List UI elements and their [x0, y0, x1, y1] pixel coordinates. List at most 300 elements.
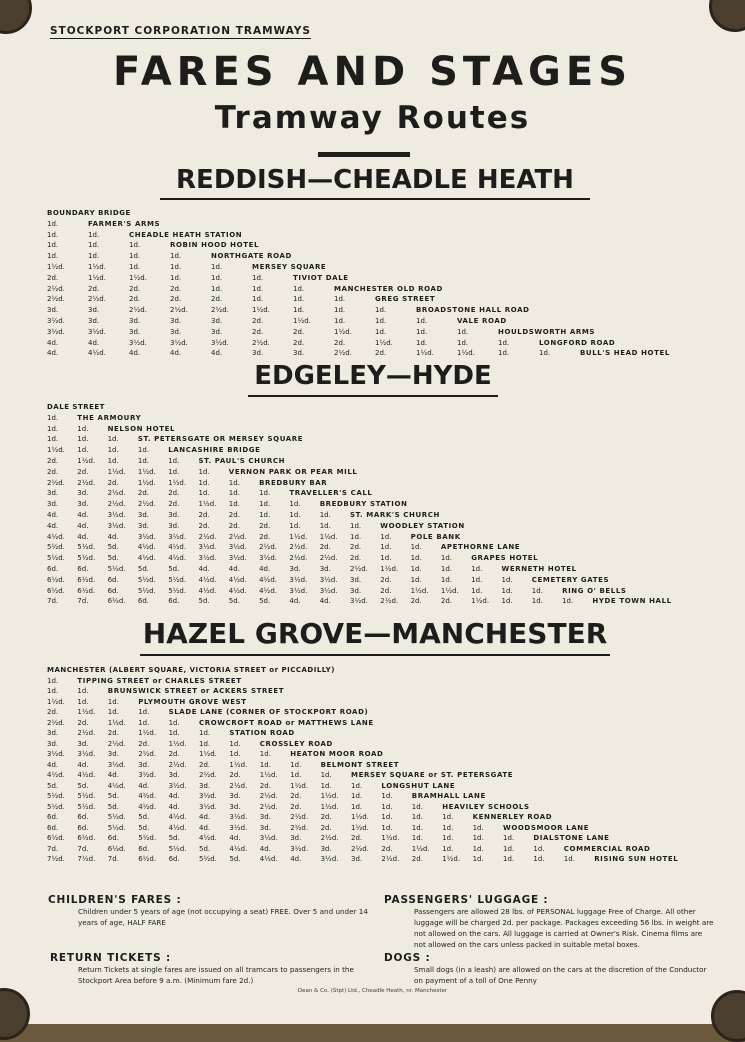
printer-imprint: Dean & Co. (Stpt) Ltd., Cheadle Heath, nr. Manchester — [297, 988, 448, 994]
fare-cell: 3d. — [199, 781, 211, 790]
fare-cell: 3d. — [129, 327, 141, 336]
fare-cell: 1d. — [442, 834, 454, 842]
fare-cell: 1d. — [562, 597, 574, 606]
fare-cell: 2d. — [107, 478, 119, 487]
poster-title: FARES AND STAGES — [112, 49, 633, 95]
fare-cell: 4d. — [199, 813, 211, 821]
fare-cell: 1½d. — [47, 263, 65, 271]
fare-cell: 1½d. — [259, 771, 278, 779]
fare-cell: 5d. — [138, 823, 150, 832]
fare-cell: 1½d. — [168, 478, 187, 487]
fare-cell: 5d. — [199, 844, 211, 853]
fare-cell: 3d. — [319, 565, 331, 573]
fare-cell: 2½d. — [228, 532, 247, 541]
stage-name: BREDBURY BAR — [259, 478, 328, 487]
fare-cell: 2d. — [138, 739, 150, 748]
stage-name: GREG STREET — [375, 295, 436, 304]
fare-cell: 2½d. — [259, 543, 278, 552]
fare-cell: 1d. — [77, 687, 89, 695]
fare-cell: 1d. — [503, 844, 515, 853]
fare-cell: 1½d. — [457, 349, 475, 358]
fare-cell: 2½d. — [47, 478, 65, 487]
fare-cell: 1d. — [199, 729, 211, 737]
fare-cell: 1d. — [503, 855, 515, 863]
fare-cell: 2d. — [320, 813, 332, 821]
fare-cell: 1d. — [533, 855, 545, 863]
fare-cell: 3½d. — [229, 813, 248, 821]
stage-name: NORTHGATE ROAD — [211, 252, 292, 261]
fare-cell: 6½d. — [77, 586, 96, 595]
fare-cell: 2d. — [228, 511, 240, 519]
fare-cell: 1d. — [77, 697, 89, 706]
fare-cell: 6d. — [107, 575, 119, 584]
fare-cell: 1½d. — [88, 273, 106, 282]
fare-cell: 6½d. — [77, 834, 96, 842]
fare-cell: 2d. — [290, 802, 302, 811]
stage-name: POLE BANK — [410, 532, 461, 541]
fare-cell: 5d. — [259, 597, 271, 606]
fare-cell: 2½d. — [289, 543, 308, 552]
stage-name: LONGFORD ROAD — [539, 338, 616, 347]
fare-cell: 4½d. — [168, 554, 187, 563]
fare-cell: 5½d. — [77, 543, 96, 552]
stage-name: THE ARMOURY — [77, 413, 142, 422]
stage-name: FARMER'S ARMS — [88, 219, 161, 228]
childrens-fares-heading: CHILDREN'S FARES : — [48, 894, 182, 906]
fare-cell: 1d. — [211, 263, 223, 271]
fare-cell: 3d. — [47, 306, 59, 315]
fare-cell: 2d. — [375, 349, 387, 358]
fare-cell: 2½d. — [77, 478, 96, 487]
stage-name: MANCHESTER (ALBERT SQUARE, VICTORIA STREET or PICCADILLY) — [47, 666, 335, 674]
fare-cell: 3½d. — [137, 532, 156, 541]
childrens-fares-text: Children under 5 years of age (not occupying a seat) FREE. Over 5 and under 14 years of age, HALF FARE — [78, 907, 368, 927]
fare-cell: 3½d. — [319, 586, 338, 595]
fare-cell: 4½d. — [168, 543, 187, 552]
fare-cell: 1d. — [501, 586, 513, 595]
fare-cell: 5d. — [198, 597, 210, 606]
fare-cell: 4½d. — [168, 823, 187, 832]
fare-cell: 4½d. — [107, 781, 126, 790]
mounting-clip — [711, 990, 745, 1042]
fare-cell: 6d. — [107, 586, 119, 595]
fare-cell: 3d. — [350, 575, 362, 584]
fare-cell: 3½d. — [168, 532, 187, 541]
stage-name: MERSEY SQUARE — [252, 263, 327, 271]
fare-cell: 2d. — [290, 792, 302, 800]
fare-cell: 4d. — [198, 565, 210, 573]
fare-cell: 4½d. — [77, 771, 96, 779]
fare-cell: 4½d. — [199, 834, 217, 842]
fare-cell: 1d. — [168, 467, 180, 476]
fare-cell: 1d. — [442, 844, 454, 853]
stage-name: GRAPES HOTEL — [471, 554, 539, 563]
fare-cell: 1d. — [198, 489, 210, 498]
fare-cell: 4½d. — [137, 543, 156, 552]
fare-cell: 2d. — [88, 284, 100, 293]
fare-cell: 2½d. — [137, 500, 156, 509]
fare-cell: 3d. — [77, 500, 89, 509]
fare-cell: 2d. — [198, 521, 210, 530]
fare-cell: 1d. — [252, 295, 264, 304]
fare-cell: 3d. — [88, 306, 100, 315]
fare-cell: 5d. — [228, 597, 240, 606]
fare-cell: 3d. — [137, 511, 150, 519]
fare-cell: 1d. — [498, 349, 510, 358]
fare-cell: 5½d. — [168, 575, 187, 584]
fare-cell: 1d. — [88, 230, 100, 239]
fare-cell: 2d. — [170, 284, 182, 293]
fare-cell: 4½d. — [228, 575, 247, 584]
fare-cell: 1d. — [440, 565, 453, 573]
organisation-name: STOCKPORT CORPORATION TRAMWAYS — [50, 25, 311, 37]
fare-cell: 2d. — [380, 575, 392, 584]
fare-cell: 4d. — [259, 844, 271, 853]
fare-cell: 3½d. — [47, 327, 65, 336]
fare-cell: 1d. — [168, 729, 180, 737]
fare-cell: 3d. — [129, 317, 141, 325]
fare-cell: 3d. — [77, 739, 89, 748]
stage-name: COMMERCIAL ROAD — [563, 844, 651, 853]
fare-cell: 5d. — [168, 834, 180, 842]
fare-cell: 1d. — [228, 489, 240, 498]
fare-cell: 1d. — [319, 521, 331, 530]
fare-cell: 3½d. — [259, 554, 278, 563]
stage-name: HEATON MOOR ROAD — [290, 750, 384, 758]
fare-cell: 3d. — [137, 521, 150, 530]
fare-cell: 1d. — [380, 554, 392, 563]
fare-cell: 2½d. — [380, 597, 399, 606]
fare-cell: 1d. — [334, 317, 346, 325]
stage-name: BRAMHALL LANE — [411, 792, 486, 800]
fare-cell: 1d. — [351, 781, 363, 790]
fare-cell: 7d. — [47, 597, 59, 606]
fare-cell: 3½d. — [289, 575, 308, 584]
return-tickets-text: Return Tickets at single fares are issued on all tramcars to passengers in the Stockport Area before 9 a.m. (Minimum fare 2d.) — [78, 965, 354, 985]
fare-cell: 3d. — [320, 844, 332, 853]
fare-cell: 1d. — [471, 565, 483, 573]
stage-name: DIALSTONE LANE — [533, 834, 610, 842]
fare-cell: 7d. — [107, 855, 119, 863]
fare-cell: 5½d. — [47, 802, 65, 811]
fare-cell: 2½d. — [88, 295, 106, 304]
fare-cell: 6d. — [47, 813, 59, 821]
fare-cell: 3½d. — [170, 338, 188, 347]
fare-cell: 1d. — [440, 575, 453, 584]
fare-cell: 3½d. — [107, 760, 126, 769]
fare-cell: 5½d. — [199, 855, 217, 863]
fare-cell: 2½d. — [350, 565, 368, 573]
fare-cell: 1d. — [375, 306, 387, 315]
fare-cell: 5½d. — [168, 586, 187, 595]
fare-cell: 6½d. — [47, 586, 65, 595]
fare-cell: 1d. — [334, 306, 346, 315]
fare-cell: 1d. — [381, 802, 393, 811]
fare-cell: 1d. — [170, 273, 182, 282]
fare-cell: 1d. — [228, 478, 240, 487]
fare-cell: 2d. — [380, 586, 392, 595]
stage-name: BELMONT STREET — [320, 760, 400, 769]
fare-cell: 1½d. — [351, 813, 369, 821]
fare-cell: 1d. — [47, 687, 59, 695]
fare-cell: 2½d. — [319, 554, 338, 563]
stage-name: PLYMOUTH GROVE WEST — [138, 697, 247, 706]
fare-cell: 6½d. — [107, 597, 126, 606]
fare-cell: 4d. — [77, 521, 89, 530]
fare-cell: 2½d. — [47, 718, 65, 727]
fare-cell: 3d. — [107, 750, 119, 758]
fare-cell: 6d. — [77, 813, 89, 821]
fare-cell: 1d. — [539, 349, 551, 358]
dogs-text: Small dogs (in a leash) are allowed on the cars at the discretion of the Conductor on payment of a toll of One Penny — [414, 965, 707, 985]
fare-cell: 6½d. — [77, 575, 96, 584]
fare-cell: 4½d. — [47, 771, 65, 779]
fare-cell: 1½d. — [320, 792, 339, 800]
stage-name: DALE STREET — [47, 403, 105, 411]
fare-cell: 5½d. — [138, 834, 157, 842]
fare-cell: 2½d. — [129, 306, 147, 315]
fare-cell: 3d. — [259, 813, 271, 821]
fare-cell: 2½d. — [290, 823, 309, 832]
fare-cell: 3½d. — [229, 823, 248, 832]
fare-cell: 1d. — [198, 478, 210, 487]
fare-cell: 4d. — [290, 855, 302, 863]
fare-cell: 3½d. — [47, 317, 65, 325]
fare-cell: 2½d. — [252, 338, 270, 347]
fare-cell: 6d. — [77, 565, 89, 573]
fare-cell: 2½d. — [168, 760, 187, 769]
fare-cell: 4d. — [47, 511, 59, 519]
fare-cell: 1d. — [88, 252, 100, 261]
fare-cell: 1d. — [138, 708, 150, 716]
stage-name: BREDBURY STATION — [319, 500, 408, 509]
fare-cell: 4d. — [77, 511, 89, 519]
stage-name: RING O' BELLS — [562, 586, 627, 595]
passengers-luggage-text: Passengers are allowed 28 lbs. of PERSONAL luggage Free of Charge. All other luggage will be charged 2d. per package. Packages exceeding 56 lbs. in weight are not allowed on the cars. All luggage is carried at Owner's Risk. Cinema films are not allowed on the cars unless packed in suitable metal boxes. — [414, 907, 714, 949]
fare-cell: 1d. — [442, 813, 454, 821]
stage-name: HEAVILEY SCHOOLS — [442, 802, 530, 811]
fare-cell: 6d. — [47, 823, 59, 832]
fare-cell: 2½d. — [381, 855, 400, 863]
fare-cell: 3½d. — [350, 597, 368, 606]
fare-cell: 4d. — [47, 760, 59, 769]
fare-cell: 1½d. — [88, 263, 106, 271]
fare-cell: 1d. — [531, 597, 543, 606]
fare-cell: 6d. — [107, 834, 119, 842]
fare-cell: 3d. — [47, 729, 59, 737]
fare-cell: 2d. — [351, 834, 363, 842]
fare-cell: 1d. — [411, 823, 423, 832]
fare-cell: 1d. — [228, 500, 240, 509]
fare-cell: 1½d. — [137, 467, 156, 476]
fare-cell: 1d. — [410, 565, 422, 573]
fare-cell: 5d. — [107, 543, 119, 552]
fare-cell: 2d. — [350, 543, 362, 552]
fare-cell: 6d. — [168, 597, 180, 606]
fare-cell: 1d. — [472, 823, 484, 832]
fare-cell: 4d. — [47, 338, 59, 347]
fare-cell: 6½d. — [138, 855, 157, 863]
stage-name: APETHORNE LANE — [440, 543, 521, 552]
return-tickets-heading: RETURN TICKETS : — [50, 952, 171, 964]
fare-cell: 1d. — [259, 511, 271, 519]
fare-cell: 4d. — [129, 349, 141, 358]
fare-cell: 1d. — [77, 435, 89, 444]
fare-cell: 1d. — [380, 532, 392, 541]
fare-cell: 3d. — [77, 489, 89, 498]
fare-cell: 2d. — [77, 467, 89, 476]
fare-cell: 1d. — [47, 676, 59, 685]
fare-cell: 4d. — [107, 532, 119, 541]
fare-cell: 1d. — [168, 718, 180, 727]
fare-cell: 1d. — [320, 781, 332, 790]
fare-cell: 3d. — [289, 565, 301, 573]
stage-name: RISING SUN HOTEL — [594, 855, 679, 863]
fare-cell: 1d. — [457, 338, 469, 347]
fare-cell: 1d. — [411, 802, 423, 811]
fare-cell: 3d. — [252, 349, 264, 358]
fare-cell: 1d. — [259, 760, 271, 769]
fare-cell: 3½d. — [228, 543, 247, 552]
stage-name: ST. PETERSGATE OR MERSEY SQUARE — [137, 435, 304, 444]
fare-cell: 1d. — [252, 284, 264, 293]
fare-cell: 3d. — [229, 792, 241, 800]
fare-cell: 6½d. — [47, 834, 65, 842]
fare-cell: 2½d. — [259, 802, 278, 811]
fare-cell: 2d. — [129, 284, 141, 293]
fare-cell: 4d. — [199, 823, 211, 832]
stage-name: VERNON PARK OR PEAR MILL — [228, 467, 358, 476]
fare-cell: 2d. — [77, 718, 89, 727]
fare-cell: 1d. — [129, 252, 141, 261]
fare-cell: 3d. — [170, 317, 182, 325]
stage-name: ST. MARK'S CHURCH — [350, 511, 440, 519]
stage-name: NELSON HOTEL — [107, 424, 176, 433]
fare-cell: 1d. — [293, 306, 305, 315]
fare-cell: 1d. — [47, 219, 59, 228]
fare-cell: 2d. — [211, 295, 223, 304]
fare-cell: 1½d. — [107, 718, 126, 727]
fare-cell: 1½d. — [320, 802, 339, 811]
fare-cell: 4½d. — [229, 844, 248, 853]
fare-cell: 1d. — [129, 241, 141, 250]
stage-name: VALE ROAD — [457, 317, 507, 325]
fare-cell: 3½d. — [289, 586, 308, 595]
fare-cell: 2d. — [129, 295, 141, 304]
fare-cell: 1d. — [290, 771, 302, 779]
fare-cell: 1d. — [411, 813, 423, 821]
fare-cell: 3½d. — [138, 771, 157, 779]
fare-cell: 4½d. — [137, 554, 156, 563]
stage-name: KENNERLEY ROAD — [472, 813, 553, 821]
fare-cell: 1d. — [416, 327, 428, 336]
fare-cell: 3d. — [211, 327, 223, 336]
stage-name: STATION ROAD — [229, 729, 295, 737]
fare-cell: 1½d. — [77, 708, 96, 716]
fare-cell: 2d. — [334, 338, 346, 347]
fare-cell: 4½d. — [259, 586, 278, 595]
fare-cell: 1d. — [107, 697, 119, 706]
fare-cell: 1d. — [350, 532, 362, 541]
stage-name: BOUNDARY BRIDGE — [47, 209, 131, 217]
fare-cell: 5d. — [138, 813, 150, 821]
fare-cell: 1d. — [293, 295, 305, 304]
fare-cell: 1d. — [334, 295, 346, 304]
fare-cell: 1d. — [259, 500, 271, 509]
fare-cell: 1½d. — [375, 338, 393, 347]
stage-name: BULL'S HEAD HOTEL — [580, 349, 670, 358]
fare-cell: 2d. — [320, 823, 332, 832]
fare-cell: 2½d. — [170, 306, 188, 315]
fare-cell: 1d. — [501, 575, 513, 584]
fare-cell: 4d. — [168, 802, 180, 811]
fare-cell: 1d. — [457, 327, 469, 336]
fare-cell: 2d. — [293, 327, 305, 336]
fare-cell: 3d. — [259, 823, 271, 832]
fare-cell: 1½d. — [138, 729, 157, 737]
fare-cell: 7½d. — [77, 855, 96, 863]
fare-cell: 3d. — [350, 586, 362, 595]
fare-cell: 1d. — [129, 263, 141, 271]
fare-cell: 1d. — [290, 760, 302, 769]
fare-cell: 4½d. — [198, 586, 217, 595]
fare-cell: 1d. — [199, 739, 211, 748]
fare-cell: 4½d. — [228, 586, 247, 595]
fare-cell: 3½d. — [47, 750, 65, 758]
stage-name: HOULDSWORTH ARMS — [498, 327, 596, 336]
fare-cell: 2½d. — [211, 306, 229, 315]
fare-cell: 4½d. — [88, 349, 106, 358]
fare-cell: 1d. — [471, 586, 483, 595]
fare-cell: 1½d. — [293, 317, 311, 325]
fare-cell: 1d. — [77, 424, 89, 433]
fare-cell: 2½d. — [290, 813, 309, 821]
fare-cell: 1d. — [289, 521, 301, 530]
fare-cell: 4d. — [170, 349, 182, 358]
fare-cell: 1d. — [107, 435, 119, 444]
fare-cell: 1½d. — [129, 273, 147, 282]
fare-cell: 3d. — [211, 317, 223, 325]
fare-cell: 1d. — [563, 855, 575, 863]
fare-cell: 4d. — [47, 349, 59, 358]
fare-cell: 1d. — [47, 252, 59, 261]
fare-cell: 1d. — [501, 597, 513, 606]
fare-cell: 1d. — [259, 750, 271, 758]
fare-cell: 4½d. — [168, 813, 187, 821]
fare-cell: 1d. — [531, 586, 543, 595]
fare-cell: 1d. — [472, 844, 484, 853]
fare-cell: 1½d. — [411, 844, 430, 853]
fare-cell: 7d. — [77, 844, 89, 853]
fare-cell: 1d. — [107, 446, 119, 455]
fare-cell: 5d. — [107, 802, 119, 811]
route-title: REDDISH—CHEADLE HEATH — [160, 162, 590, 200]
fare-cell: 2d. — [293, 338, 305, 347]
fare-cell: 3½d. — [320, 855, 339, 863]
fare-cell: 2d. — [228, 521, 240, 530]
fare-cell: 1d. — [533, 844, 545, 853]
fare-cell: 2d. — [47, 708, 59, 716]
fare-cell: 2d. — [259, 532, 271, 541]
stage-name: SLADE LANE (CORNER OF STOCKPORT ROAD) — [168, 708, 369, 716]
stage-name: CHEADLE HEATH STATION — [129, 230, 243, 239]
fare-cell: 5d. — [77, 781, 89, 790]
fare-cell: 3d. — [229, 802, 241, 811]
fare-cell: 1d. — [138, 718, 150, 727]
fare-cell: 1d. — [351, 792, 363, 800]
fare-cell: 1d. — [381, 823, 393, 832]
fare-cell: 1½d. — [252, 306, 270, 315]
